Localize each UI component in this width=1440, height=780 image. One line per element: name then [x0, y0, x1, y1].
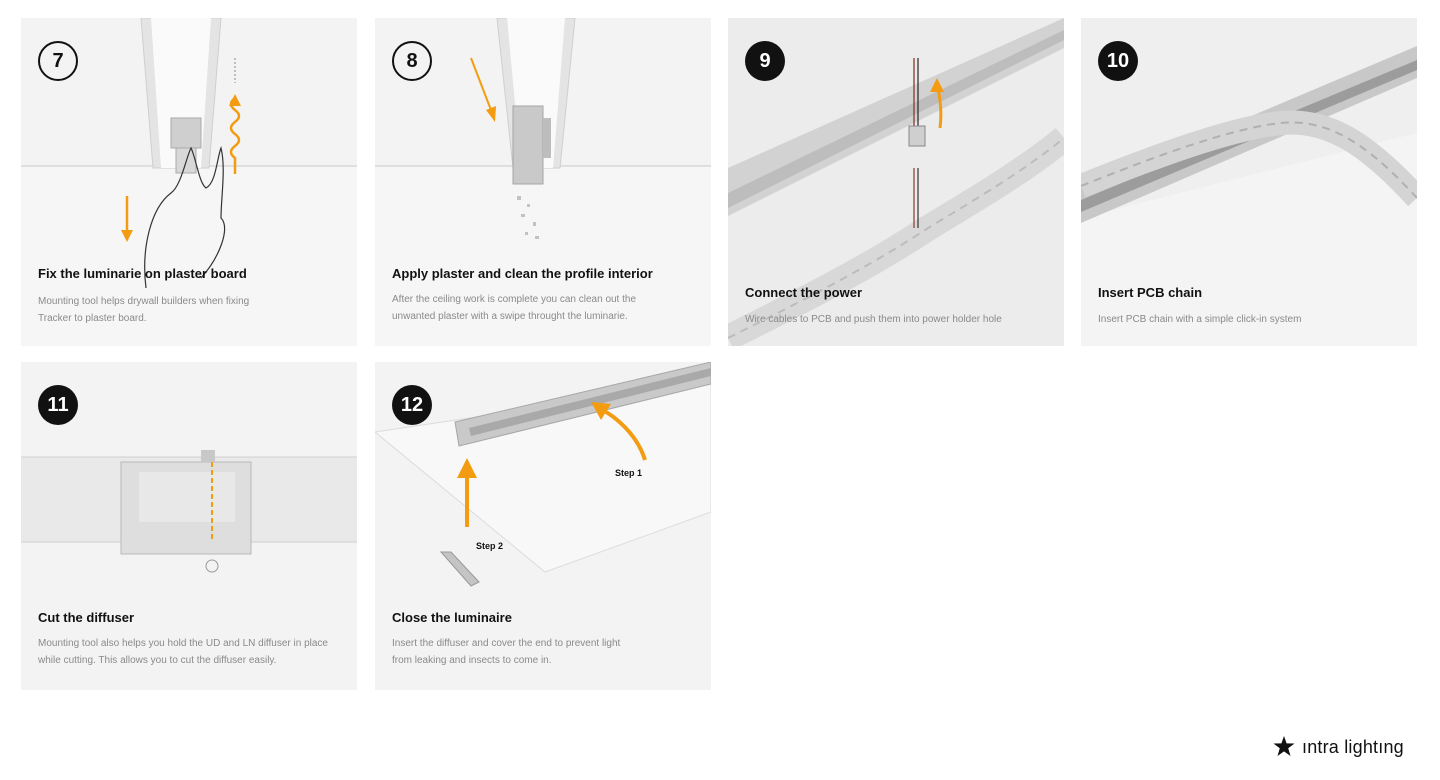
step-description: Insert PCB chain with a simple click-in system [1098, 314, 1302, 325]
step-number-badge: 12 [392, 385, 432, 425]
step-1-label: Step 1 [615, 468, 643, 478]
step-number-badge: 7 [38, 41, 78, 81]
star-icon [1272, 735, 1296, 759]
step-title: Fix the luminarie on plaster board [38, 266, 247, 281]
brand-name: ıntra lightıng [1302, 736, 1404, 757]
step-title: Insert PCB chain [1098, 285, 1203, 300]
step-description: After the ceiling work is complete you can clean out the unwanted plaster with a swipe throught the luminarie. [392, 294, 637, 322]
step-description: Insert the diffuser and cover the end to prevent light from leaking and insects to come in. [392, 638, 621, 666]
step-card-10 [1081, 18, 1417, 346]
step-title: Connect the power [745, 285, 863, 300]
step-number-badge: 11 [38, 385, 78, 425]
step-number-badge: 10 [1098, 41, 1138, 81]
brand-logo [1272, 735, 1404, 759]
step-card-9 [728, 18, 1064, 346]
step-title: Close the luminaire [392, 610, 512, 625]
step-title: Apply plaster and clean the profile interior [392, 266, 653, 281]
step-card-12 [375, 362, 711, 690]
step-number-badge: 8 [392, 41, 432, 81]
step-description: Mounting tool helps drywall builders when fixing Tracker to plaster board. [38, 296, 250, 324]
step-description: Mounting tool also helps you hold the UD and LN diffuser in place while cutting. This allows you to cut the diffuser easily. [38, 638, 328, 666]
step-description: Wire cables to PCB and push them into power holder hole [745, 314, 1002, 325]
step-card-7 [21, 18, 357, 346]
step-number-badge: 9 [745, 41, 785, 81]
step-title: Cut the diffuser [38, 610, 135, 625]
step-card-8 [375, 18, 711, 346]
step-2-label: Step 2 [476, 541, 504, 551]
step-card-11 [21, 362, 357, 690]
